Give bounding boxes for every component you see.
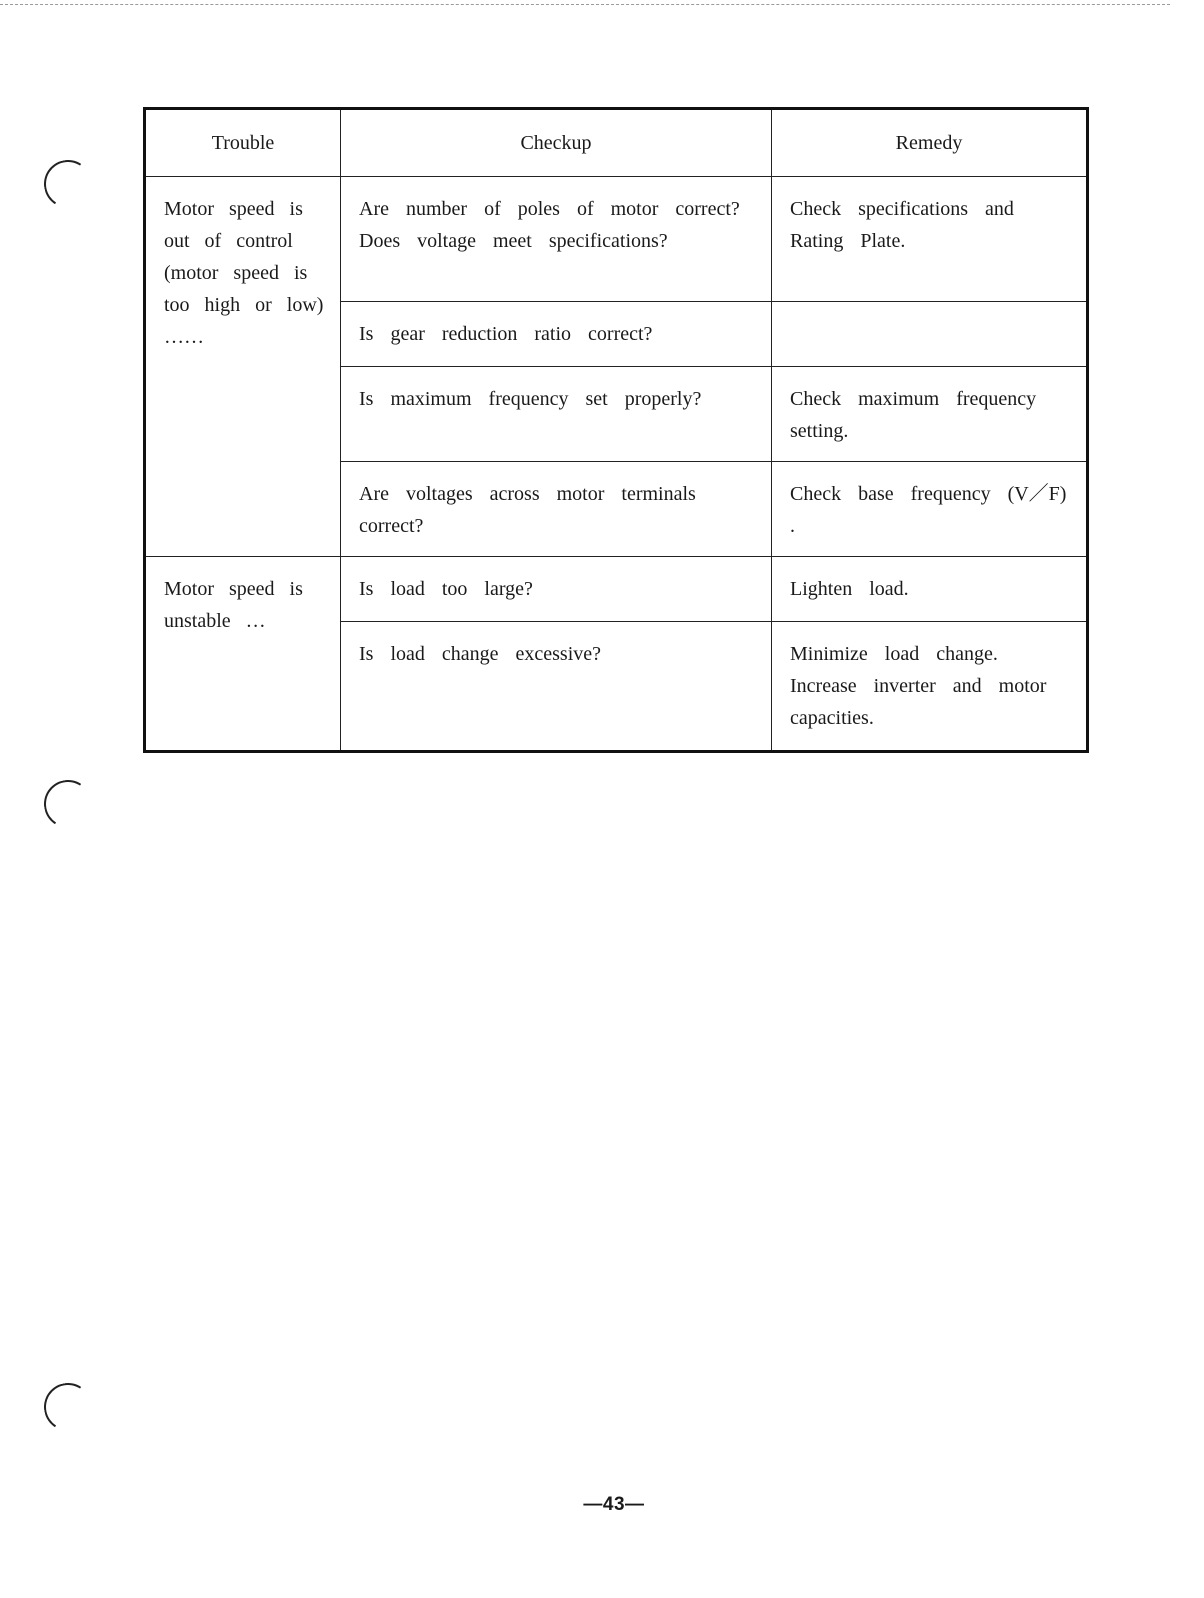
header-checkup: Checkup — [341, 109, 772, 177]
checkup-cell: Is load change excessive? — [341, 622, 772, 752]
table-row — [145, 557, 1088, 622]
punch-hole-icon — [40, 1379, 97, 1436]
trouble-cell: Motor speed is out of control (motor speed is too high or low) …… — [145, 177, 341, 557]
remedy-cell: Minimize load change. Increase inverter and motor capacities. — [772, 622, 1088, 752]
checkup-cell: Is gear reduction ratio correct? — [341, 302, 772, 367]
remedy-cell: Check specifications and Rating Plate. — [772, 177, 1088, 302]
checkup-cell: Are voltages across motor terminals correct? — [341, 462, 772, 557]
header-trouble: Trouble — [145, 109, 341, 177]
punch-hole-icon — [40, 776, 97, 833]
remedy-cell: Lighten load. — [772, 557, 1088, 622]
checkup-cell: Is load too large? — [341, 557, 772, 622]
remedy-cell: Check maximum frequency setting. — [772, 367, 1088, 462]
top-scan-rule — [0, 4, 1170, 5]
table-header-row — [145, 109, 1088, 177]
remedy-cell — [772, 302, 1088, 367]
remedy-cell: Check base frequency (V／F) . — [772, 462, 1088, 557]
page-number: —43— — [583, 1494, 645, 1515]
header-remedy: Remedy — [772, 109, 1088, 177]
punch-hole-icon — [40, 156, 97, 213]
checkup-cell: Are number of poles of motor correct? Does voltage meet specifications? — [341, 177, 772, 302]
troubleshooting-table — [143, 107, 1089, 753]
trouble-cell: Motor speed is unstable … — [145, 557, 341, 752]
checkup-cell: Is maximum frequency set properly? — [341, 367, 772, 462]
table-row — [145, 177, 1088, 302]
